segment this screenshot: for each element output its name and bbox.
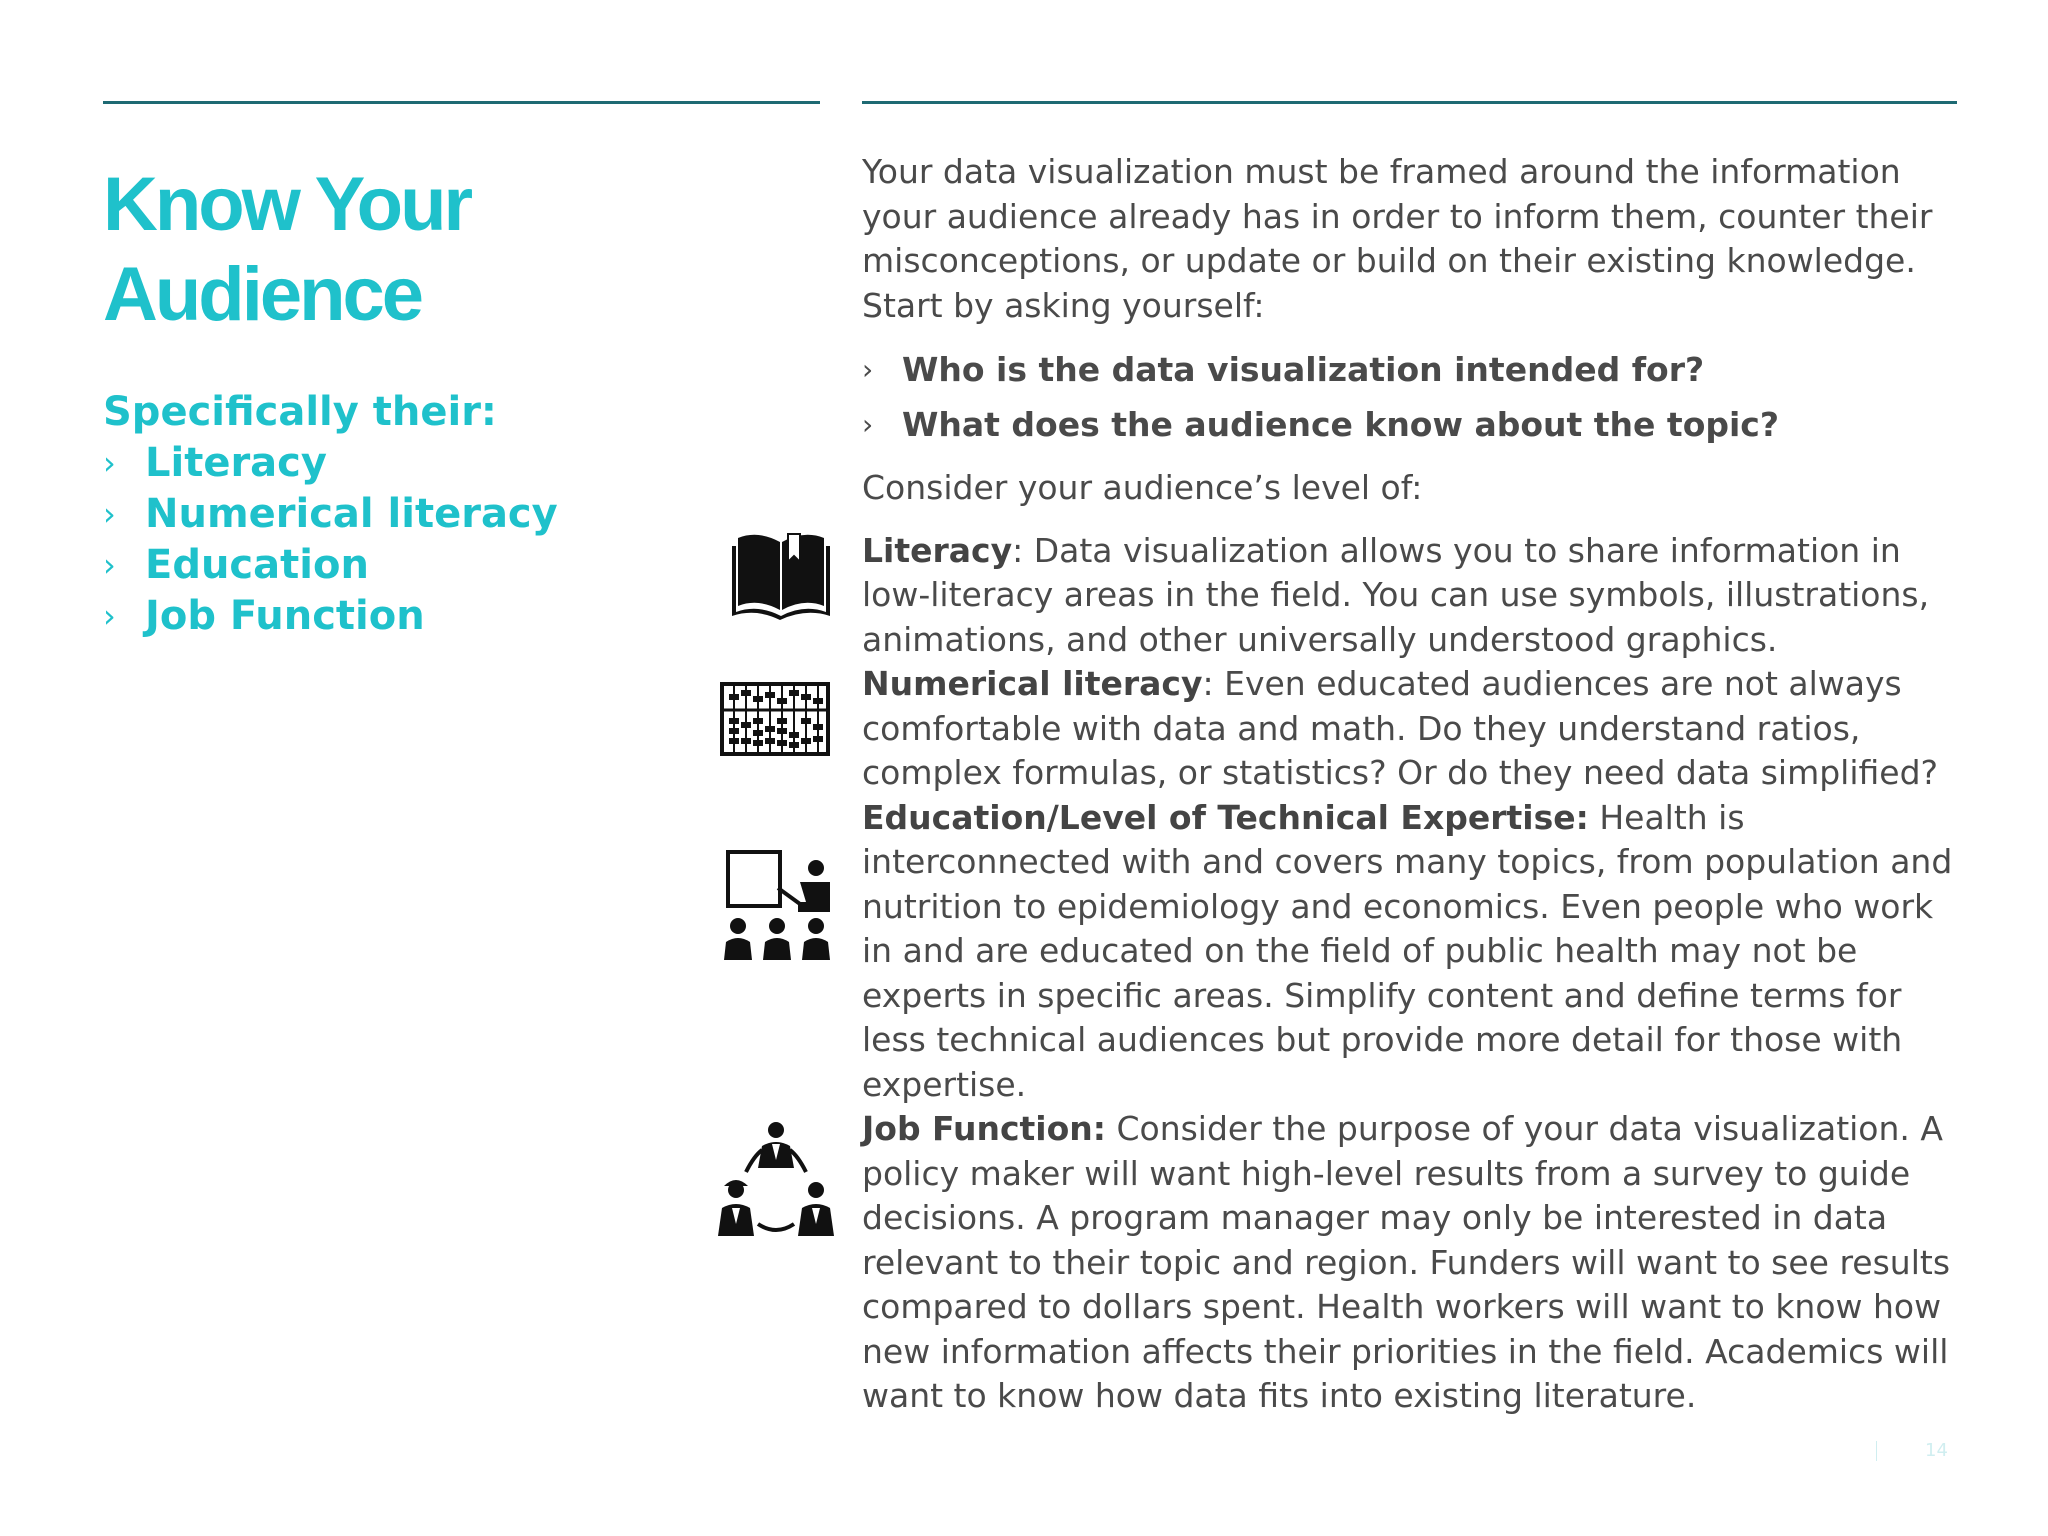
section-education: Education/Level of Technical Expertise: Health is interconnected with and covers many topics, from population and nutrition to epidemiology and economics. Even people who work in and are educated on the field of public health may not be experts in specific areas. Simplify content and define terms for less technical audiences but provide more detail for those with expertise. bbox=[862, 797, 1953, 1104]
chevron-right-icon: › bbox=[103, 495, 116, 533]
question-list bbox=[862, 342, 1962, 452]
book-icon bbox=[728, 528, 834, 624]
right-divider bbox=[862, 101, 1957, 104]
left-divider bbox=[103, 101, 820, 104]
right-column bbox=[862, 150, 1962, 1419]
chevron-right-icon: › bbox=[103, 597, 116, 635]
audience-factor-list bbox=[103, 438, 743, 642]
list-item: › Numerical literacy bbox=[103, 489, 743, 540]
subhead: Specifically their: bbox=[103, 389, 497, 435]
teacher-class-icon bbox=[722, 848, 834, 966]
list-item: › Literacy bbox=[103, 438, 743, 489]
left-column bbox=[103, 160, 743, 642]
list-item: › Education bbox=[103, 540, 743, 591]
abacus-icon bbox=[720, 682, 830, 756]
section-literacy: Literacy: Data visualization allows you to share information in low-literacy areas in the field. You can use symbols, illustrations, animations, and other universally understood graphics. bbox=[862, 530, 1930, 659]
chevron-right-icon: › bbox=[862, 353, 874, 386]
page-title: Know Your Audience bbox=[103, 162, 471, 337]
list-item: › Who is the data visualization intended for? bbox=[862, 342, 1962, 397]
section-numerical-literacy: Numerical literacy: Even educated audiences are not always comfortable with data and math. Do they understand ratios, complex formulas, or statistics? Or do they need data simplified? bbox=[862, 664, 1939, 792]
page-number: 14 bbox=[1876, 1440, 1948, 1461]
chevron-right-icon: › bbox=[862, 408, 874, 441]
section-job-function: Job Function: Consider the purpose of your data visualization. A policy maker will want high-level results from a survey to guide decisions. A program manager may only be interested in data relevant to their topic and region. Funders will want to see results compared to dollars spent. Health workers will want to know how new information affects their priorities in the field. Academics will want to know how data fits into existing literature. bbox=[862, 1109, 1951, 1415]
footer-divider bbox=[1876, 1441, 1877, 1461]
chevron-right-icon: › bbox=[103, 444, 116, 482]
team-network-icon bbox=[718, 1120, 834, 1240]
list-item: › What does the audience know about the topic? bbox=[862, 397, 1962, 452]
chevron-right-icon: › bbox=[103, 546, 116, 584]
consider-text: Consider your audience’s level of: bbox=[862, 468, 1423, 507]
intro-paragraph: Your data visualization must be framed around the information your audience already has in order to inform them, counter their misconceptions, or update or build on their existing knowledge. Start by asking yourself: bbox=[862, 152, 1933, 325]
list-item: › Job Function bbox=[103, 591, 743, 642]
